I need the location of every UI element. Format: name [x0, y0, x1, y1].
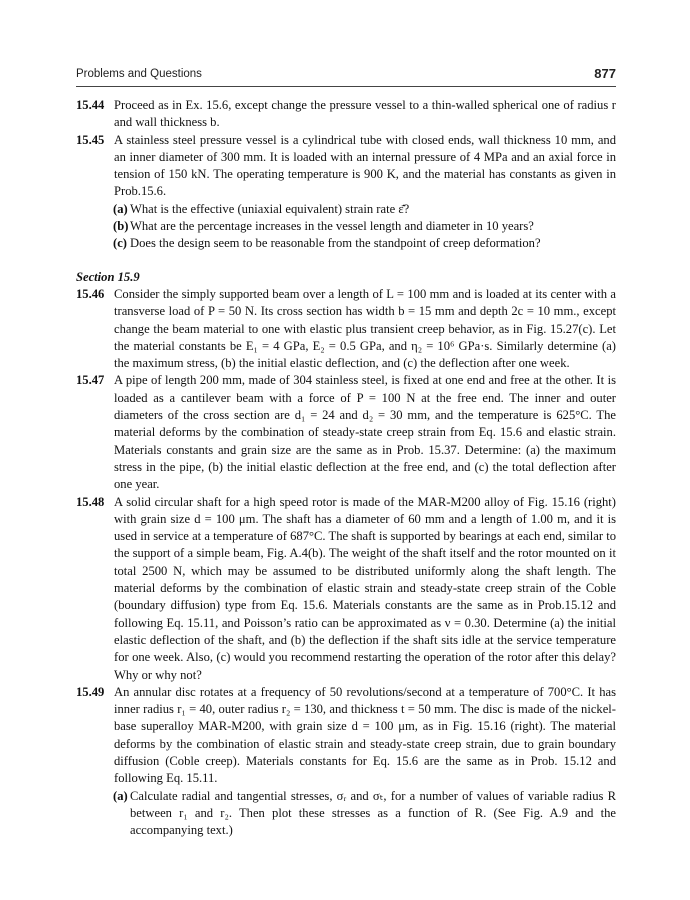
problem-item [76, 97, 616, 132]
running-header [76, 66, 616, 87]
problem-text: A pipe of length 200 mm, made of 304 stainless steel, is fixed at one end and free at the other. It is loaded as a cantilever beam with a force of P = 100 N at the free end. The inner and outer diameters of the cross section are d₁ = 24 and d₂ = 30 mm, and the temperature is 625°C. The material deforms by the combination of steady-state creep strain from Eq. 15.6 and elastic strain. Materials constants and grain size are the same as in Prob. 15.37. Determine: (a) the maximum stress in the pipe, (b) the initial elastic deflection at the free end, and (c) the total deflection after one year. [114, 373, 616, 492]
problem-number: 15.44 [76, 98, 105, 112]
section-heading: Section 15.9 [76, 269, 140, 284]
problem-item [76, 494, 616, 684]
chapter-title: Problems and Questions [76, 68, 202, 80]
problem-part [76, 788, 616, 840]
problem-part [76, 201, 616, 218]
part-label: (b) [113, 219, 129, 234]
part-text: Does the design seem to be reasonable from the standpoint of creep deformation? [130, 236, 541, 251]
part-label: (a) [113, 201, 128, 216]
problem-text: A solid circular shaft for a high speed rotor is made of the MAR-M200 alloy of Fig. 15.16 (right) with grain size d = 100 μm. The shaft has a diameter of 60 mm and a length of 1.00 m, and it is used in service at a temperature of 687°C. The shaft is supported by bearings at each end, similar to the support of a simple beam, Fig. A.4(b). The weight of the shaft itself and the rotor mounted on it total 2500 N, which may be assumed to be distributed uniformly along the shaft length. The material deforms by the combination of elastic strain and steady-state creep strain of the Coble (boundary diffusion) type from Eq. 15.6. Materials constants are the same as in Prob.15.12 and following Eq. 15.11, and Poisson’s ratio can be approximated as ν = 0.30. Determine (a) the initial elastic deflection of the shaft, and (b) the deflection if the shaft sits idle at the service temperature for one week. Also, (c) would you recommend restarting the operation of the rotor after this delay? Why or why not? [114, 494, 616, 682]
problem-text: Proceed as in Ex. 15.6, except change the pressure vessel to a thin-walled spherical one of radius r and wall thickness b. [114, 98, 616, 130]
part-text: Calculate radial and tangential stresses, σᵣ and σₜ, for a number of values of variable radius R between r₁ and r₂. Then plot these stresses as a function of R. (See Fig. A.9 and the accompanying text.) [130, 788, 616, 838]
problem-number: 15.47 [76, 373, 105, 388]
problem-item [76, 132, 616, 201]
problems-section-15-9 [76, 286, 616, 840]
problem-number: 15.49 [76, 684, 105, 699]
part-text: What are the percentage increases in the vessel length and diameter in 10 years? [130, 219, 534, 234]
problem-text: Consider the simply supported beam over a length of L = 100 mm and is loaded at its center with a transverse load of P = 50 N. Its cross section has width b = 15 mm and depth 2c = 10 mm., except change the beam material to one with elastic plus transient creep behavior, as in Fig. 15.27(c). Let the material constants be E₁ = 4 GPa, E₂ = 0.5 GPa, and η₂ = 10⁶ GPa·s. Similarly determine (a) the maximum stress, (b) the initial elastic deflection, and (c) the deflection after one week. [114, 286, 616, 371]
problem-item [76, 684, 616, 788]
problem-text: A stainless steel pressure vessel is a cylindrical tube with closed ends, wall thickness 10 mm, and an inner diameter of 300 mm. It is loaded with an internal pressure of 4 MPa and an axial force in tension of 150 kN. The operating temperature is 900 K, and the material has constants as given in Prob.15.6. [114, 132, 616, 199]
problem-number: 15.46 [76, 286, 105, 301]
problem-number: 15.45 [76, 132, 105, 147]
problem-list [76, 97, 616, 839]
problem-number: 15.48 [76, 494, 105, 509]
part-label: (a) [113, 788, 128, 803]
problem-item [76, 372, 616, 493]
problem-item [76, 286, 616, 372]
problem-part [76, 218, 616, 235]
part-label: (c) [113, 236, 127, 251]
page-number: 877 [594, 66, 616, 81]
problem-part [76, 235, 616, 252]
problems-section-15-8 [76, 97, 616, 253]
problem-text: An annular disc rotates at a frequency of 50 revolutions/second at a temperature of 700°C. It has inner radius r₁ = 40, outer radius r₂ = 130, and thickness t = 50 mm. The disc is made of the nickel-base superalloy MAR-M200, with grain size d = 100 μm, as in Fig. 15.16 (right). The material deforms by the combination of elastic strain and steady-state creep strain, due to grain boundary diffusion (Coble creep). Materials constants for Eq. 15.6 are the same as in Prob. 15.12 and following Eq. 15.11. [114, 684, 616, 786]
part-text: What is the effective (uniaxial equivalent) strain rate ε̄̇? [130, 201, 410, 216]
